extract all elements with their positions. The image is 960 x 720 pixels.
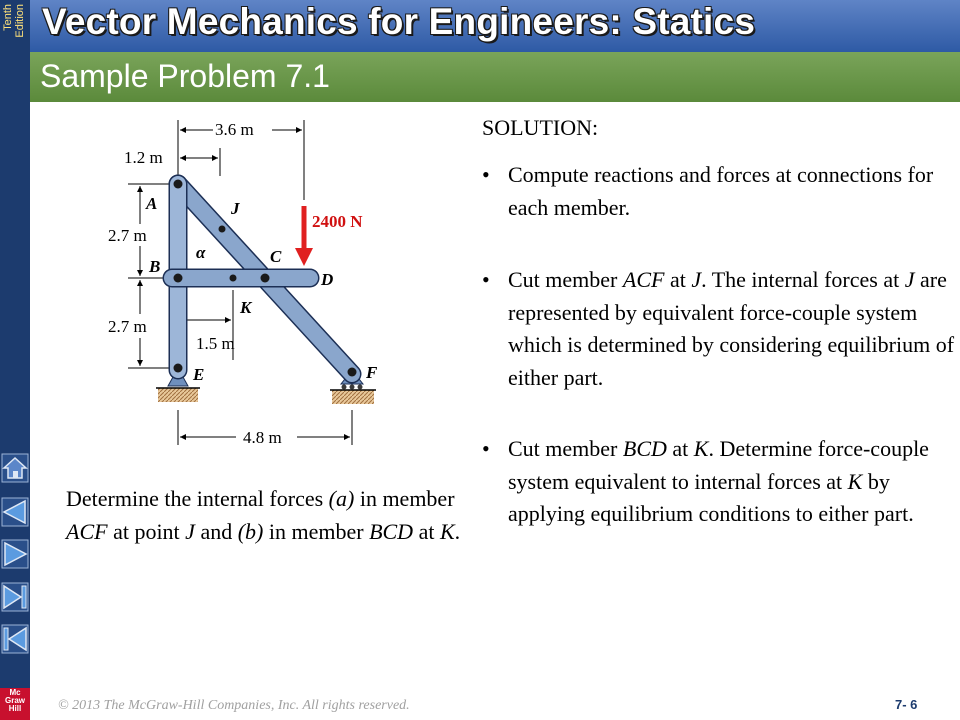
member-acf-ref: ACF xyxy=(622,267,665,292)
part-a-label: (a) xyxy=(328,486,355,511)
problem-text: Determine the internal forces xyxy=(66,486,329,511)
label-c: C xyxy=(270,247,282,266)
bullet-text-part: . Determine force-couple system equivalent to internal forces at xyxy=(508,436,929,494)
point-j-ref: J xyxy=(691,267,702,292)
problem-text: in member xyxy=(263,518,370,544)
home-button[interactable] xyxy=(1,453,29,483)
previous-slide-icon xyxy=(1,497,29,527)
member-acf-ref: ACF xyxy=(66,518,108,544)
problem-statement xyxy=(66,483,466,548)
point-k-ref: K xyxy=(693,436,709,461)
home-icon xyxy=(1,453,29,483)
publisher-logo xyxy=(0,688,30,720)
slide-title: Sample Problem 7.1 xyxy=(40,58,330,94)
label-f: F xyxy=(366,363,378,382)
sidebar xyxy=(0,0,30,720)
course-title: Vector Mechanics for Engineers: Statics xyxy=(42,1,756,42)
last-slide-icon xyxy=(1,582,29,612)
dim-ab-label: 2.7 m xyxy=(108,226,147,245)
label-a: A xyxy=(146,194,158,213)
dim-top-label: 3.6 m xyxy=(215,120,254,139)
label-e: E xyxy=(193,365,205,384)
edition-word: Tenth xyxy=(2,4,14,31)
edition-word-2: Edition xyxy=(14,4,26,38)
ground-support-e xyxy=(158,388,198,402)
member-bcd-ref: BCD xyxy=(369,518,414,544)
first-slide-button[interactable] xyxy=(1,624,29,654)
bullet-text-part: at xyxy=(666,436,694,461)
edition-label xyxy=(2,4,28,56)
frame-figure xyxy=(98,112,398,457)
next-slide-icon xyxy=(1,539,29,569)
bullet-text-part: Cut member xyxy=(508,436,623,461)
bullet-text xyxy=(508,264,958,394)
logo-text-2: Graw xyxy=(4,696,25,705)
bullet-text-part: . The internal forces at xyxy=(701,267,905,292)
bullet-text-part: are represented by equivalent force-couple system which is determined by considering equilibrium of either part. xyxy=(508,267,955,390)
problem-text: . xyxy=(454,518,461,544)
part-b-label: (b) xyxy=(237,518,264,544)
label-d: D xyxy=(321,270,334,289)
subheader-bar xyxy=(30,52,960,102)
problem-text: at point xyxy=(107,518,186,544)
point-j-ref: J xyxy=(904,267,915,292)
slide-number: 7- 6 xyxy=(895,697,918,712)
label-k: K xyxy=(240,298,252,317)
logo-text-1: Mc xyxy=(9,688,21,697)
bullet-text-part: at xyxy=(664,267,692,292)
label-j: J xyxy=(231,199,240,218)
point-k-ref: K xyxy=(439,518,455,544)
dim-bottom-label: 4.8 m xyxy=(243,428,282,447)
bullet-text xyxy=(508,433,958,531)
last-slide-button[interactable] xyxy=(1,582,29,612)
ground-support-f xyxy=(332,390,374,404)
solution-heading: SOLUTION: xyxy=(482,115,599,140)
previous-slide-button[interactable] xyxy=(1,497,29,527)
bullet-dot: • xyxy=(482,267,490,292)
bullet-dot: • xyxy=(482,162,490,187)
point-j-ref: J xyxy=(185,518,195,544)
problem-text: at xyxy=(413,518,440,544)
bullet-text-part: by applying equilibrium conditions to either part. xyxy=(508,468,914,526)
logo-text-3: Hill xyxy=(8,704,22,713)
next-slide-button[interactable] xyxy=(1,539,29,569)
angle-alpha-label: α xyxy=(196,243,206,262)
bullet-text: Compute reactions and forces at connections for each member. xyxy=(508,162,934,220)
dim-bk-label: 1.5 m xyxy=(196,334,235,353)
bullet-text-part: Cut member xyxy=(508,267,623,292)
header-bar xyxy=(30,0,960,52)
dim-be-label: 2.7 m xyxy=(108,317,147,336)
copyright-notice: © 2013 The McGraw-Hill Companies, Inc. All rights reserved. xyxy=(58,698,410,713)
load-label: 2400 N xyxy=(312,212,363,231)
bullet-dot: • xyxy=(482,436,490,461)
label-b: B xyxy=(149,257,161,276)
problem-text: and xyxy=(194,518,238,544)
point-k-ref: K xyxy=(847,468,863,494)
first-slide-icon xyxy=(1,624,29,654)
problem-text: in member xyxy=(354,486,455,511)
member-bcd-ref: BCD xyxy=(622,436,667,461)
dim-left-small-label: 1.2 m xyxy=(124,148,163,167)
